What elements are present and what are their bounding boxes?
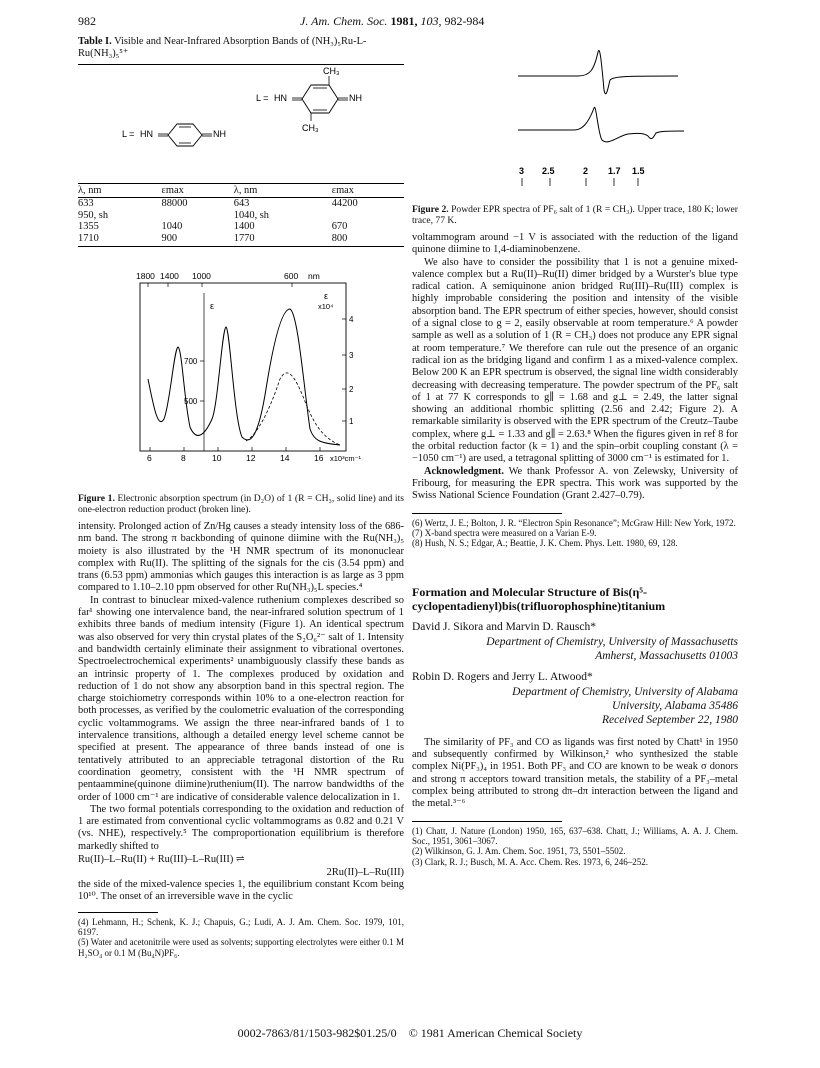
figure-1-text: Electronic absorption spectrum (in D₂O) of 1 (R = CH₃, solid line) and its one-electron reduction product (broken line). (78, 493, 404, 515)
right-tick: 1 (349, 417, 354, 426)
affiliation-2-line-1: Department of Chemistry, University of Alabama (512, 685, 738, 698)
epsilon-right: ε (324, 291, 329, 301)
page-number: 982 (78, 14, 96, 28)
running-header (300, 14, 484, 29)
left-tick: 700 (184, 357, 198, 366)
col-header: εmax (162, 184, 234, 198)
table-row (78, 198, 404, 210)
equation-line-1: Ru(II)–L–Ru(II) + Ru(III)–L–Ru(III) ⇌ (78, 854, 245, 866)
ligand-left-hn: HN (140, 129, 153, 139)
figure-2-text: Powder EPR spectra of PF₆ salt of 1 (R = CH₃). Upper trace, 180 K; lower trace, 77 K. (412, 204, 738, 226)
figure-2-label: Figure 2. (412, 204, 449, 215)
epsilon-right-unit: x10⁴ (318, 302, 334, 311)
col-header: λ, nm (78, 184, 162, 198)
footnote: (6) Wertz, J. E.; Bolton, J. R. “Electron Spin Resonance”; McGraw Hill: New York, 1972. (412, 517, 736, 528)
equation-line-2: 2Ru(II)–L–Ru(III) (326, 867, 404, 879)
footnote-rule (412, 821, 562, 822)
g-label: 2 (583, 166, 589, 176)
table-header-row (78, 184, 404, 198)
bottom-tick: 8 (181, 453, 186, 463)
ligand-structures-svg (78, 65, 404, 183)
figure-2 (478, 38, 708, 200)
footnote-rule (412, 513, 562, 514)
absorption-table (78, 183, 404, 247)
cell: 88000 (161, 198, 188, 209)
footnote: (4) Lehmann, H.; Schenk, K. J.; Chapuis, G.; Ludi, A. J. Am. Chem. Soc. 1979, 101, 6197. (78, 916, 404, 938)
table-row (78, 221, 404, 233)
acknowledgment-label: Acknowledgment. (424, 465, 504, 477)
journal-name: J. Am. Chem. Soc. (300, 14, 388, 28)
cell (162, 210, 234, 222)
cell: 900 (162, 233, 234, 247)
table-row (78, 210, 404, 222)
table-caption-label: Table I. (78, 36, 112, 47)
ligand-left-nh: NH (213, 129, 226, 139)
ligand-left-prefix: L = (122, 129, 135, 139)
right-tick: 4 (349, 315, 354, 324)
journal-year: 1981, (390, 14, 418, 28)
article2-footnotes (412, 826, 738, 868)
top-tick: 1400 (160, 271, 179, 281)
footer-code: 0002-7863/81/1503-982$01.25/0 (237, 1026, 397, 1040)
cell: 1040, sh (233, 209, 269, 221)
ligand-structures (78, 64, 404, 183)
ligand-right-nh: NH (349, 93, 362, 103)
left-footnotes (78, 917, 404, 959)
cell: 800 (332, 233, 404, 247)
figure-2-caption (412, 204, 738, 226)
footnote: (5) Water and acetonitrile were used as solvents; supporting electrolytes were either 0.1 M H₂SO₄ or 0.1 M (Bu₄N)PF₆. (78, 937, 404, 958)
top-tick: 1000 (192, 271, 211, 281)
acknowledgment (412, 466, 738, 503)
cell: 1040 (161, 221, 183, 232)
ligand-right-hn: HN (274, 93, 287, 103)
journal-pages: 982-984 (444, 14, 485, 28)
bottom-tick: 10 (212, 453, 222, 463)
bottom-tick: 12 (246, 453, 256, 463)
article2-paragraph-1: The similarity of PF₃ and CO as ligands was first noted by Chatt¹ in 1950 and subsequently confirmed by Wilkinson,² who synthesized the stable complex Ni(PF₃)₄ in 1951. Both PF₃ and CO are known to be weak σ donors and strong π acceptors toward transition metals, the stability of a PF₃–metal complex being attributed to strong dπ–dπ interaction between the ligand and the metal.³⁻⁶ (412, 736, 738, 810)
left-paragraph-4: the side of the mixed-valence species 1, the equilibrium constant Kcom being 10¹⁰. The onset of an irreversible wave in the cyclic (78, 879, 404, 903)
footnote: (8) Hush, N. S.; Edgar, A.; Beattie, J. K. Chem. Phys. Lett. 1980, 69, 128. (412, 538, 678, 549)
left-paragraph-3: The two formal potentials corresponding to the oxidation and reduction of 1 are estimated from conventional cyclic voltammograms as 0.82 and 0.21 V (vs. NHE), respectively.⁵ The comproportionation equilibrium is therefore markedly shifted to (78, 803, 404, 852)
affiliation-1-line-2: Amherst, Massachusetts 01003 (595, 649, 738, 662)
right-paragraph-2: We also have to consider the possibility that 1 is not a genuine mixed-valence complex but a Ru(II)–Ru(II) dimer bridged by a Wurster's blue type radical cation. A semiquinone anion bridged Ru(III)–Ru(III) complex is highly improbable considering the position and intensity of the visible absorption band. The EPR spectrum of either species, however, should consist of a signal close to g = 2, easily observable at room temperature.⁶ A powder sample as well as a solution of 1 (R = CH₃) does not produce any EPR signal at room temperature.⁷ We therefore can rule out the presence of an organic radical ion as the bridging ligand and confirm 1 as a mixed-valence complex. Below 200 K an EPR spectrum is observed, the signal line width considerably decreasing with decreasing temperature. The powder spectrum of the PF₆ salt of 1 at 77 K corresponds to g∥ = 1.68 and g⊥ = 2.49, the latter signal showing an additional rhombic splitting (2.56 and 2.42; Figure 2). A remarkable similarity is observed with the EPR spectrum of the Creutz–Taube complex, where g⊥ = 1.33 and g∥ = 2.63.⁸ When the figures given in ref 8 for the orbital reduction factor (k = 1) and the spin–orbit coupling constant (λ = −1050 cm⁻¹) are used, a tetragonal splitting of 3000 cm⁻¹ is estimated for 1. (412, 256, 738, 465)
right-footnotes (412, 518, 738, 549)
right-paragraph-1: voltammogram around −1 V is associated with the reduction of the ligand quinone diimine to 1,4-diaminobenzene. (412, 232, 738, 256)
figure-1-label: Figure 1. (78, 493, 115, 504)
cell: 1355 (78, 221, 99, 232)
table-row (78, 233, 404, 247)
cell: 1770 (234, 233, 332, 247)
affiliation-2-line-2: University, Alabama 35486 (612, 699, 738, 712)
table-caption (78, 36, 404, 60)
g-label: 1.7 (608, 166, 621, 176)
epsilon-left: ε (210, 301, 215, 311)
footnote: (1) Chatt, J. Nature (London) 1950, 165, 637–638. Chatt, J.; Williams, A. A. J. Chem. Soc., 1951, 3061–3067. (412, 825, 738, 846)
authors-1: David J. Sikora and Marvin D. Rausch* (412, 620, 596, 633)
right-tick: 2 (349, 385, 354, 394)
left-tick: 500 (184, 397, 198, 406)
figure-1-svg (118, 269, 376, 469)
footer-copyright: © 1981 American Chemical Society (408, 1026, 583, 1040)
right-tick: 3 (349, 351, 354, 360)
affiliation-1 (412, 635, 738, 663)
affiliation-2 (412, 685, 738, 727)
col-header: λ, nm (234, 184, 332, 198)
cell: 633 (78, 198, 94, 209)
footnote-rule (78, 912, 158, 913)
journal-volume: 103, (420, 14, 442, 28)
g-label: 3 (519, 166, 525, 176)
bottom-tick: 6 (147, 453, 152, 463)
received-date: Received September 22, 1980 (601, 713, 738, 726)
col-header: εmax (332, 184, 404, 198)
ligand-right-prefix: L = (256, 93, 269, 103)
cell (332, 210, 404, 222)
table-caption-text: Visible and Near-Infrared Absorption Bands of (NH₃)₅Ru-L-Ru(NH₃)₅⁵⁺ (78, 36, 367, 59)
cell: 1400 (233, 221, 255, 232)
acknowledgment-text: We thank Professor A. von Zelewsky, University of Fribourg, for measuring the EPR spectra. This work was supported by the Swiss National Science Foundation (Grant 2.427–0.79). (412, 465, 738, 502)
left-column (78, 36, 404, 958)
cell: 950, sh (78, 209, 109, 221)
g-label: 1.5 (632, 166, 645, 176)
cell: 670 (331, 221, 348, 232)
g-label: 2.5 (542, 166, 555, 176)
cell: 643 (233, 198, 250, 209)
ch3-bottom: CH₃ (302, 123, 319, 133)
authors-2: Robin D. Rogers and Jerry L. Atwood* (412, 670, 593, 683)
cell: 44200 (331, 198, 358, 209)
left-paragraph-1: intensity. Prolonged action of Zn/Hg causes a steady intensity loss of the 686-nm band. The strong π backbonding of quinone diimine with the Ru(NH₃)₅ moiety is also illustrated by the ¹H NMR spectrum of its mononuclear complex with Ru(II). The splitting of the signals for the cis (3.54 ppm) and trans (6.53 ppm) ammonias which gauges this interaction is as large as 3 ppm compared to 1.10–2.10 ppm observed for other Ru(NH₃)₅L species.⁴ (78, 521, 404, 594)
ch3-top: CH₃ (323, 66, 340, 76)
footnote: (3) Clark, R. J.; Busch, M. A. Acc. Chem. Res. 1973, 6, 246–252. (412, 856, 648, 867)
left-paragraph-2: In contrast to binuclear mixed-valence ruthenium complexes described so far¹ showing one intervalence band, the near-infrared solution spectrum of 1 exhibits three bands of medium intensity (Figure 1). An identical spectrum was also observed for very thin crystal plates of the S₂O₆²⁻ salt of 1. Intensity and bandwidth certainly eliminate their assignment to vibrational overtones. Spectroelectrochemical experiments² unambiguously classify these bands as an intrinsic property of 1. The complexes produced by oxidation and reduction of 1 do not show any absorption band in this spectral region. The charge stoichiometry corresponds within 10% to a one-electron reaction for both processes, as verified by the coulometric evaluation of the corresponding cyclic voltammograms. We assign the three near-infrared bands of 1 to intervalence transitions, although a detailed energy level scheme cannot be specified at present. The appearance of three bands instead of one is tentatively attributed to an appreciable tetragonal distortion of the Ru coordination geometry, consistent with the ¹H NMR spectrum of pentaammine(quinone diimine)ruthenium(II). The narrow bandwidths of the order of 1000 cm⁻¹ are indicative of considerable valence delocalization in 1. (78, 594, 404, 803)
bottom-unit: x10³cm⁻¹ (330, 454, 362, 463)
cell: 1710 (78, 233, 162, 247)
top-unit: nm (308, 271, 320, 281)
article-title: Formation and Molecular Structure of Bis(η⁵-cyclopentadienyl)bis(trifluorophosphine)titanium (412, 584, 666, 613)
affiliation-1-line-1: Department of Chemistry, University of Massachusetts (486, 635, 738, 648)
top-tick: 1800 (136, 271, 155, 281)
figure-2-svg (478, 38, 708, 200)
bottom-tick: 14 (280, 453, 290, 463)
figure-1 (118, 269, 376, 489)
figure-1-caption (78, 493, 404, 515)
bottom-tick: 16 (314, 453, 324, 463)
page-footer (0, 1026, 820, 1041)
right-column (412, 36, 738, 867)
footnote: (2) Wilkinson, G. J. Am. Chem. Soc. 1951, 73, 5501–5502. (412, 846, 626, 857)
footnote: (7) X-band spectra were measured on a Varian E-9. (412, 527, 597, 538)
top-tick: 600 (284, 271, 299, 281)
